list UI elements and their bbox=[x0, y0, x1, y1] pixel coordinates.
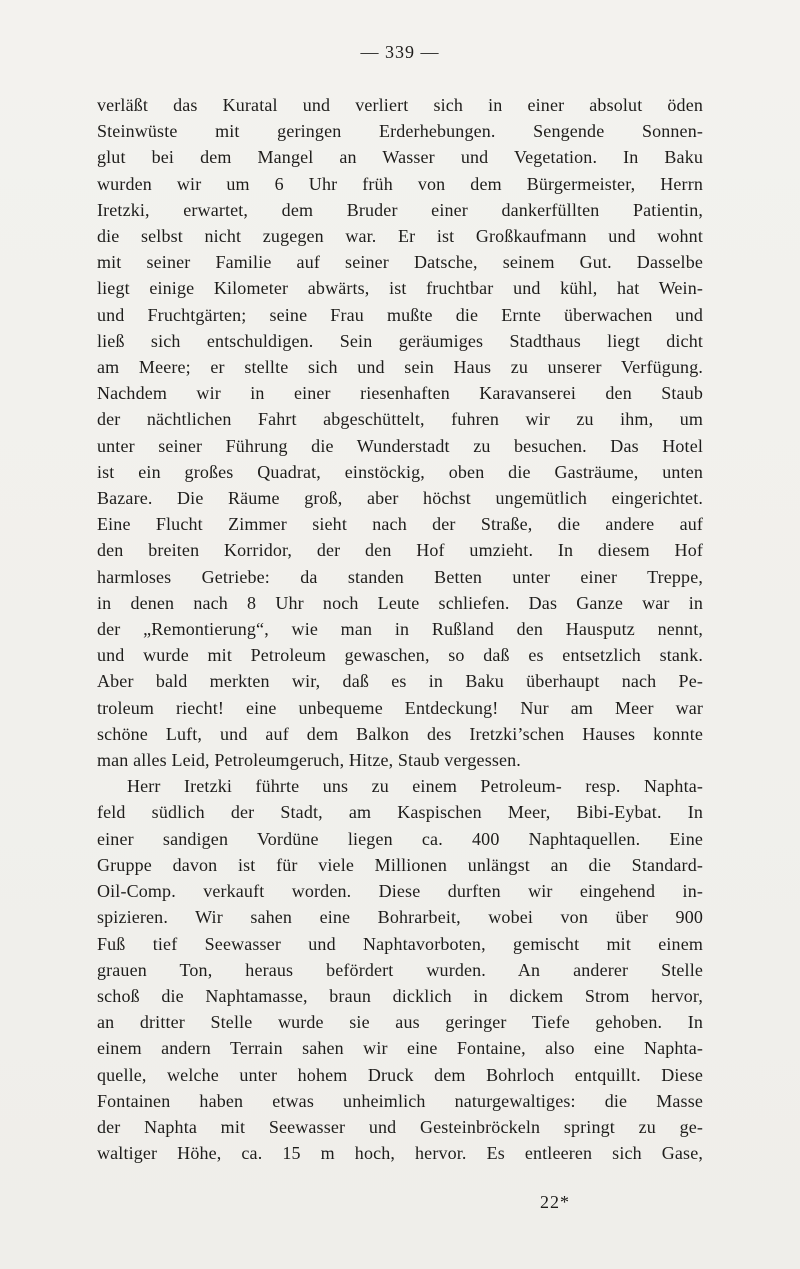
text-line: waltiger Höhe, ca. 15 m hoch, hervor. Es entleeren sich Gase, bbox=[97, 1143, 703, 1164]
text-line: einer sandigen Vordüne liegen ca. 400 Naphtaquellen. Eine bbox=[97, 828, 703, 849]
text-line: liegt einige Kilometer abwärts, ist fruchtbar und kühl, hat Wein- bbox=[97, 278, 703, 299]
text-line: glut bei dem Mangel an Wasser und Vegetation. In Baku bbox=[97, 147, 703, 168]
text-line: der Naphta mit Seewasser und Gesteinbröckeln springt zu ge- bbox=[97, 1116, 703, 1137]
text-line: am Meere; er stellte sich und sein Haus zu unserer Verfügung. bbox=[97, 357, 703, 378]
text-line: Herr Iretzki führte uns zu einem Petroleum- resp. Naphta- bbox=[127, 776, 703, 797]
text-line: ist ein großes Quadrat, einstöckig, oben die Gasträume, unten bbox=[97, 461, 703, 482]
text-line: die selbst nicht zugegen war. Er ist Großkaufmann und wohnt bbox=[97, 226, 703, 247]
text-line: der „Remontierung“, wie man in Rußland den Hausputz nennt, bbox=[97, 619, 703, 640]
text-line: ließ sich entschuldigen. Sein geräumiges Stadthaus liegt dicht bbox=[97, 330, 703, 351]
text-line: den breiten Korridor, der den Hof umzieht. In diesem Hof bbox=[97, 540, 703, 561]
text-line: Fontainen haben etwas unheimlich naturgewaltiges: die Masse bbox=[97, 1090, 703, 1111]
text-line: quelle, welche unter hohem Druck dem Bohrloch entquillt. Diese bbox=[97, 1064, 703, 1085]
text-line: Bazare. Die Räume groß, aber höchst ungemütlich eingerichtet. bbox=[97, 488, 703, 509]
text-line: troleum riecht! eine unbequeme Entdeckung! Nur am Meer war bbox=[97, 697, 703, 718]
text-line: Nachdem wir in einer riesenhaften Karavanserei den Staub bbox=[97, 383, 703, 404]
text-line: grauen Ton, heraus befördert wurden. An anderer Stelle bbox=[97, 959, 703, 980]
text-line: einem andern Terrain sahen wir eine Fontaine, also eine Naphta- bbox=[97, 1038, 703, 1059]
text-line: harmloses Getriebe: da standen Betten unter einer Treppe, bbox=[97, 566, 703, 587]
text-line: Oil-Comp. verkauft worden. Diese durften wir eingehend in- bbox=[97, 881, 703, 902]
text-line: Eine Flucht Zimmer sieht nach der Straße, die andere auf bbox=[97, 514, 703, 535]
text-line: Fuß tief Seewasser und Naphtavorboten, gemischt mit einem bbox=[97, 933, 703, 954]
text-line: man alles Leid, Petroleumgeruch, Hitze, Staub vergessen. bbox=[97, 750, 521, 771]
text-line: der nächtlichen Fahrt abgeschüttelt, fuhren wir zu ihm, um bbox=[97, 409, 703, 430]
text-line: Gruppe davon ist für viele Millionen unlängst an die Standard- bbox=[97, 854, 703, 875]
page-number-header: — 339 — bbox=[360, 42, 440, 62]
text-line: an dritter Stelle wurde sie aus geringer Tiefe gehoben. In bbox=[97, 1012, 703, 1033]
text-line: in denen nach 8 Uhr noch Leute schliefen. Das Ganze war in bbox=[97, 592, 703, 613]
signature-mark: 22* bbox=[540, 1192, 570, 1212]
text-line: mit seiner Familie auf seiner Datsche, seinem Gut. Dasselbe bbox=[97, 252, 703, 273]
text-line: Iretzki, erwartet, dem Bruder einer dankerfüllten Patientin, bbox=[97, 199, 703, 220]
text-line: wurden wir um 6 Uhr früh von dem Bürgermeister, Herrn bbox=[97, 173, 703, 194]
text-line: und Fruchtgärten; seine Frau mußte die Ernte überwachen und bbox=[97, 304, 703, 325]
text-line: schöne Luft, und auf dem Balkon des Iretzki’schen Hauses konnte bbox=[97, 723, 703, 744]
text-line: Steinwüste mit geringen Erderhebungen. Sengende Sonnen- bbox=[97, 121, 703, 142]
text-line: feld südlich der Stadt, am Kaspischen Meer, Bibi-Eybat. In bbox=[97, 802, 703, 823]
text-line: schoß die Naphtamasse, braun dicklich in dickem Strom hervor, bbox=[97, 985, 703, 1006]
text-block bbox=[97, 92, 703, 1166]
text-line: Aber bald merkten wir, daß es in Baku überhaupt nach Pe- bbox=[97, 671, 703, 692]
text-line: verläßt das Kuratal und verliert sich in einer absolut öden bbox=[97, 95, 703, 115]
text-line: unter seiner Führung die Wunderstadt zu besuchen. Das Hotel bbox=[97, 435, 703, 456]
text-line: spizieren. Wir sahen eine Bohrarbeit, wobei von über 900 bbox=[97, 907, 703, 928]
text-line: und wurde mit Petroleum gewaschen, so daß es entsetzlich stank. bbox=[97, 645, 703, 666]
